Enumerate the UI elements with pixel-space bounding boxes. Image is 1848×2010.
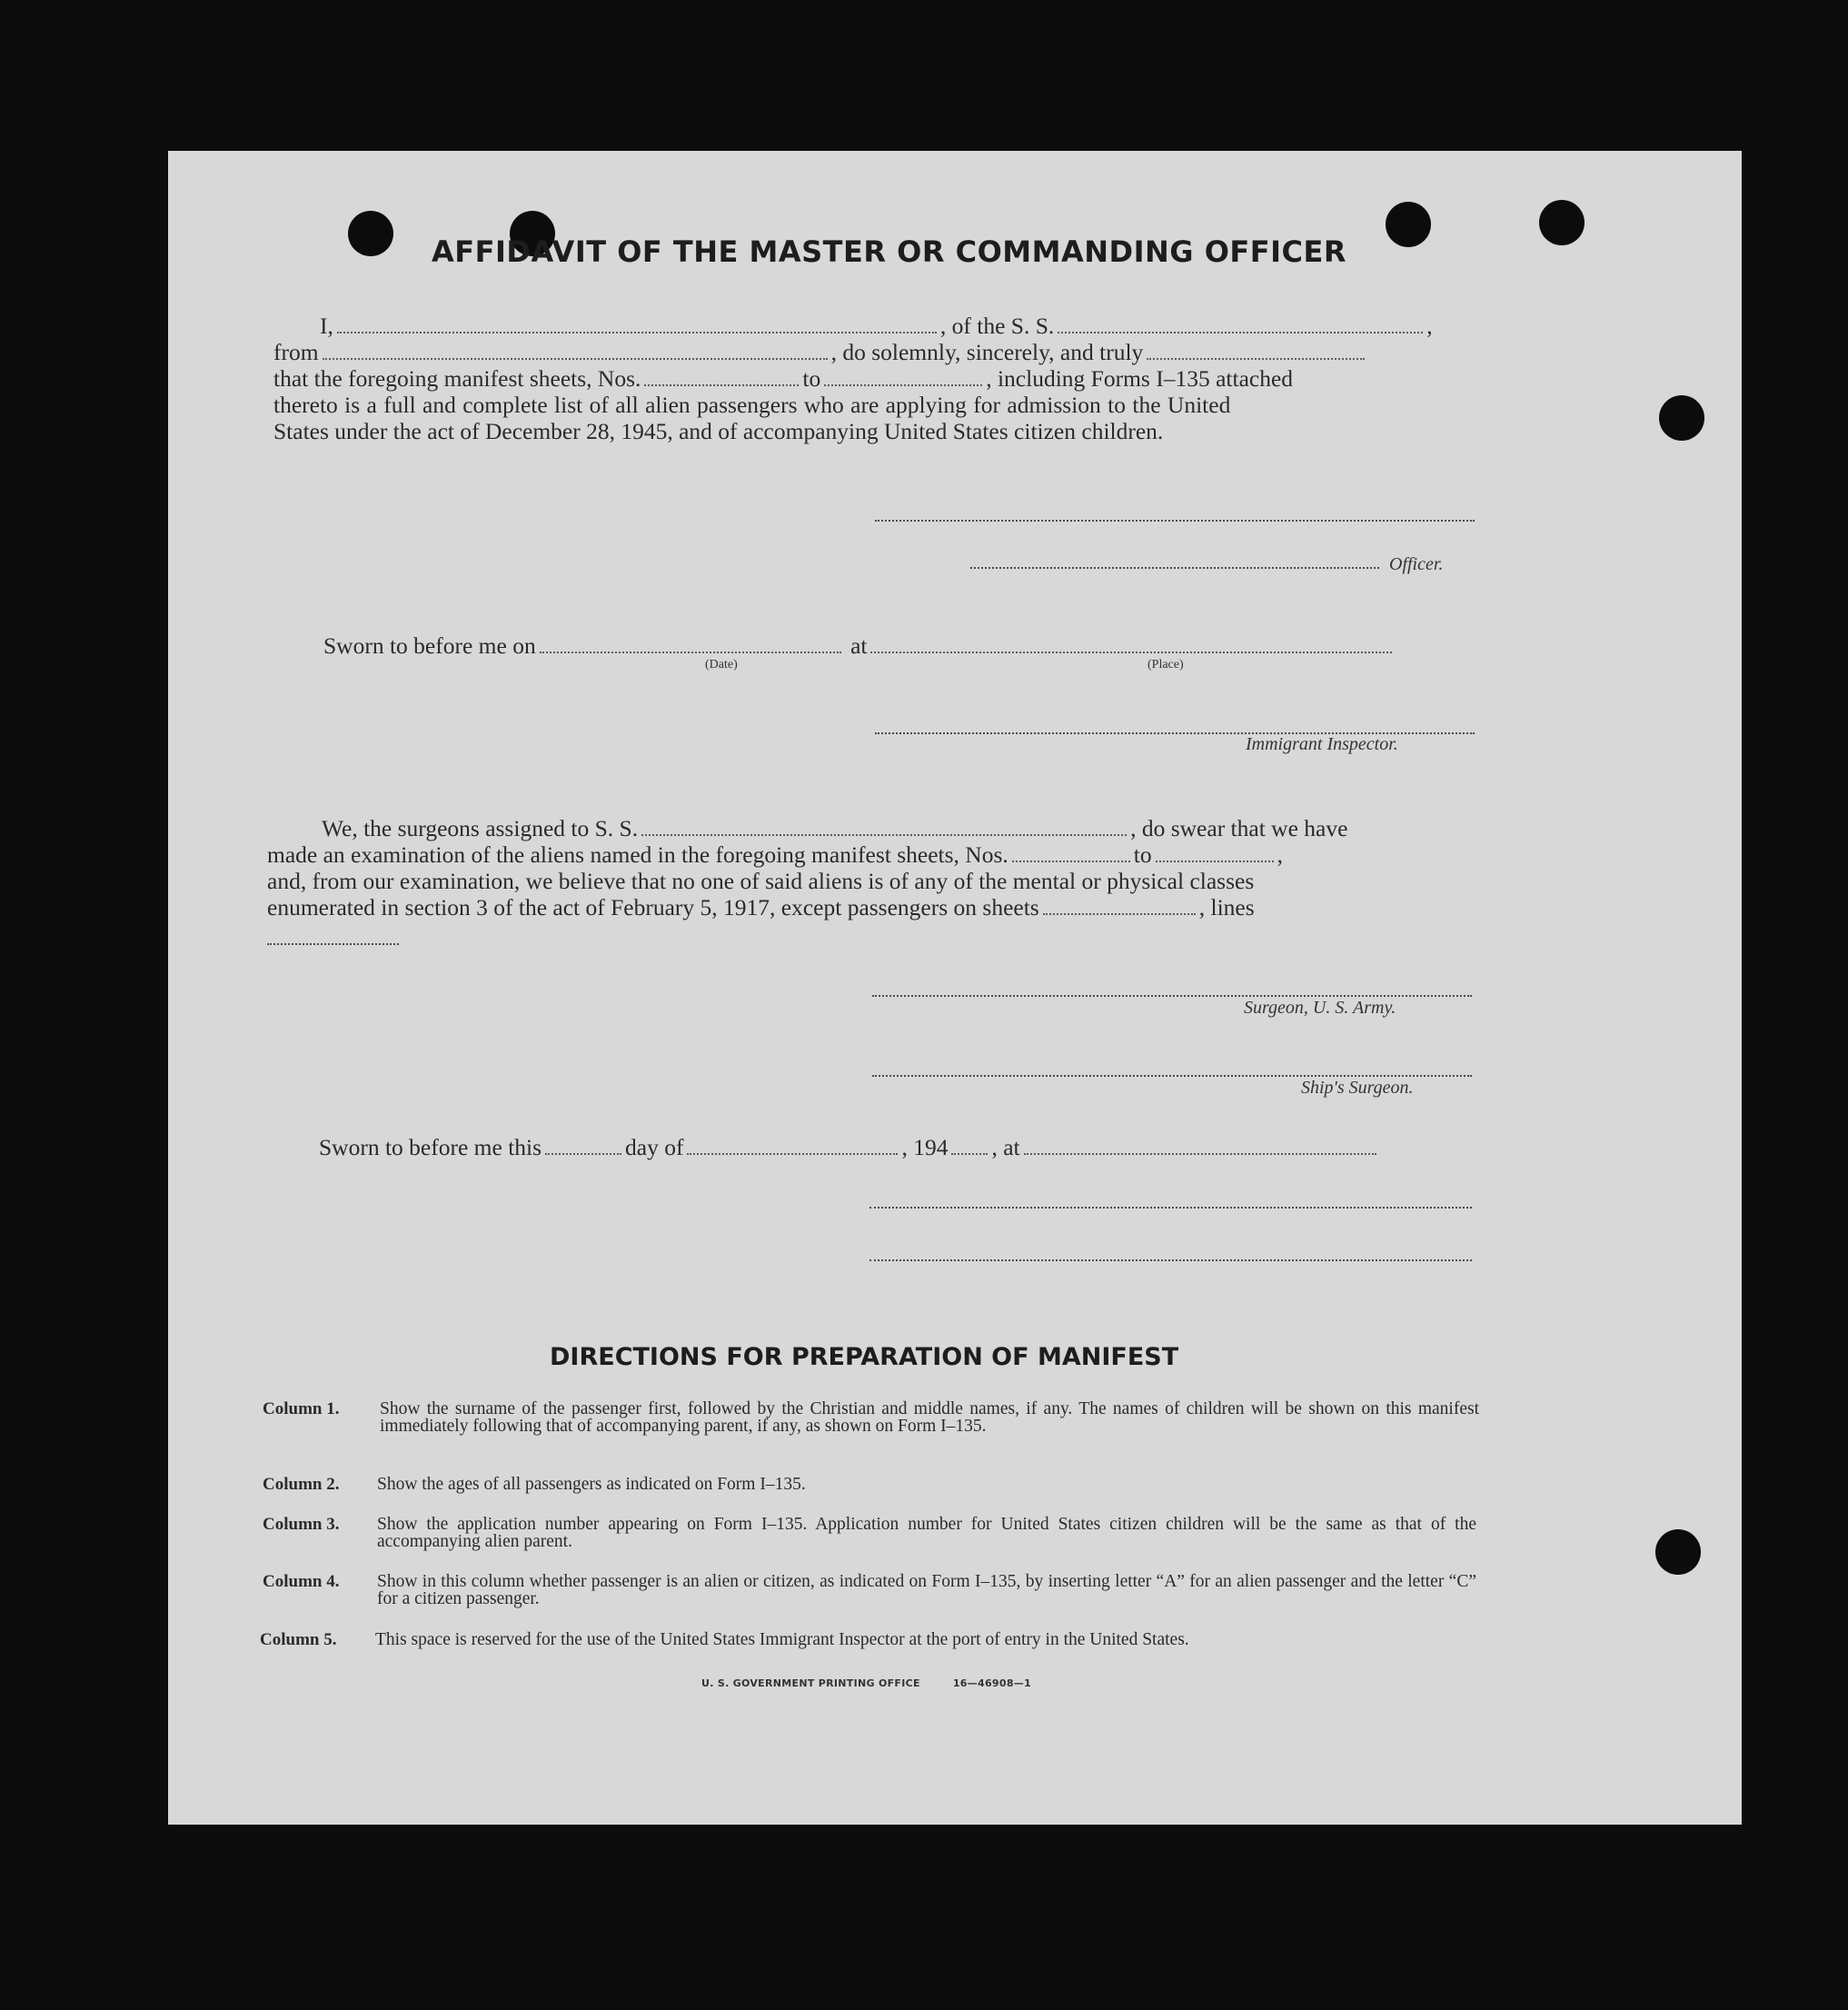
column-3-text: Show the application number appearing on Form I–135. Application number for United States citizen children will be the same as that of the accompanying alien parent. [377,1515,1476,1551]
sheet-to-blank[interactable] [824,384,982,386]
affidavit-line-5: States under the act of December 28, 1945, and of accompanying United States citizen children. [273,418,1164,444]
place-blank[interactable] [870,652,1392,653]
surgeon-ship-blank[interactable] [641,834,1127,836]
text: Sworn to before me on [323,632,536,659]
text: enumerated in section 3 of the act of February 5, 1917, except passengers on sheets [267,894,1039,920]
lines-blank[interactable] [267,943,399,945]
affidavit-line-3 [273,365,1293,393]
ship-surgeon-signature-line[interactable] [872,1075,1472,1077]
column-1-text: Show the surname of the passenger first, followed by the Christian and middle names, if any. The names of children will be shown on this manifest immediately following that of accompanying parent, if any, as shown on Form I–135. [380,1399,1479,1436]
sworn-line-1 [323,632,1396,660]
text: , at [991,1134,1020,1160]
punch-hole [1659,395,1704,441]
year-blank[interactable] [951,1153,988,1155]
punch-hole [1386,202,1431,247]
column-5-label: Column 5. [260,1630,337,1649]
text: Sworn to before me this [319,1134,542,1160]
sheet-from-blank[interactable] [644,384,799,386]
text: , 194 [901,1134,949,1160]
printer-name: U. S. GOVERNMENT PRINTING OFFICE [701,1677,920,1689]
surgeons-line-1 [322,815,1347,842]
surgeons-line-4 [267,894,1255,921]
punch-hole [348,211,393,256]
form-code: 16—46908—1 [952,1677,1032,1689]
army-surgeon-label: Surgeon, U. S. Army. [1244,998,1396,1018]
column-1-label: Column 1. [263,1399,340,1418]
surgeons-line-2 [267,841,1283,869]
column-4-text: Show in this column whether passenger is an alien or citizen, as indicated on Form I–135, by inserting letter “A” for an alien passenger and the letter “C” for a citizen passenger. [377,1572,1476,1608]
text: from [273,339,319,365]
text: , [1277,841,1283,868]
directions-title: DIRECTIONS FOR PREPARATION OF MANIFEST [550,1343,1179,1371]
affidavit-line-1 [320,313,1433,340]
column-2-text: Show the ages of all passengers as indicated on Form I–135. [377,1475,806,1494]
text: day of [625,1134,684,1160]
text: , do swear that we have [1130,815,1348,841]
inspector-label: Immigrant Inspector. [1246,734,1398,754]
signature-line[interactable] [869,1207,1472,1209]
signature-line[interactable] [869,1259,1472,1261]
text: to [802,365,821,392]
printer-footer [701,1677,1031,1689]
column-3-label: Column 3. [263,1515,340,1534]
affidavit-page [168,151,1742,1825]
text: I, [320,313,333,339]
affidavit-line-4: thereto is a full and complete list of all alien passengers who are applying for admission to the United [273,392,1231,418]
text: , of the S. S. [939,313,1055,339]
punch-hole [1655,1529,1701,1575]
oath-blank[interactable] [1147,358,1365,360]
text: made an examination of the aliens named in the foregoing manifest sheets, Nos. [267,841,1008,868]
page-title: AFFIDAVIT OF THE MASTER OR COMMANDING OFFICER [432,234,1346,269]
ship-blank[interactable] [1058,332,1423,333]
port-blank[interactable] [323,358,828,360]
army-surgeon-signature-line[interactable] [872,995,1472,997]
day-blank[interactable] [545,1153,621,1155]
punch-hole [1539,200,1585,245]
signature-line[interactable] [875,520,1475,522]
sworn-place-blank[interactable] [1024,1153,1376,1155]
surgeons-line-3: and, from our examination, we believe that no one of said aliens is of any of the mental or physical classes [267,868,1255,894]
date-caption: (Date) [705,658,738,672]
text: to [1133,841,1152,868]
name-blank[interactable] [337,332,937,333]
column-5-text: This space is reserved for the use of the United States Immigrant Inspector at the port of entry in the United States. [375,1630,1189,1649]
text: at [850,632,868,659]
officer-label: Officer. [1389,554,1444,574]
text: We, the surgeons assigned to S. S. [322,815,639,841]
text: , lines [1198,894,1255,920]
ship-surgeon-label: Ship's Surgeon. [1301,1078,1414,1098]
text: that the foregoing manifest sheets, Nos. [273,365,641,392]
officer-line[interactable] [970,567,1379,569]
date-blank[interactable] [540,652,841,653]
text: , [1426,313,1433,339]
place-caption: (Place) [1148,658,1184,672]
surgeon-sheet-to-blank[interactable] [1156,861,1274,862]
column-4-label: Column 4. [263,1572,340,1591]
month-blank[interactable] [687,1153,898,1155]
sworn-line-2 [319,1134,1380,1161]
column-2-label: Column 2. [263,1475,340,1494]
affidavit-line-2 [273,339,1368,366]
surgeon-sheet-from-blank[interactable] [1012,861,1130,862]
text: , including Forms I–135 attached [986,365,1294,392]
text: , do solemnly, sincerely, and truly [830,339,1144,365]
except-sheets-blank[interactable] [1043,913,1196,915]
